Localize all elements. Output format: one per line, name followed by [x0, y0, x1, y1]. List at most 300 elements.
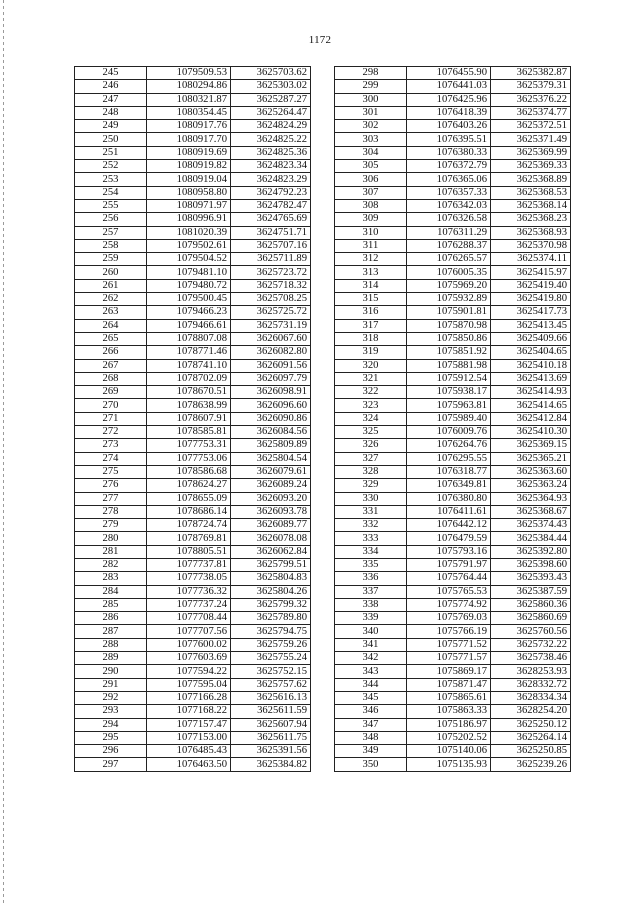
table-row: [335, 199, 571, 212]
point-number-cell: 310: [335, 226, 407, 239]
table-row: [335, 133, 571, 146]
y-coordinate-cell: 3625731.19: [231, 319, 311, 332]
point-number-cell: 307: [335, 186, 407, 199]
y-coordinate-cell: 3625703.62: [231, 67, 311, 80]
x-coordinate-cell: 1075774.92: [407, 598, 491, 611]
y-coordinate-cell: 3626093.20: [231, 492, 311, 505]
y-coordinate-cell: 3625384.44: [491, 532, 571, 545]
point-number-cell: 263: [75, 306, 147, 319]
y-coordinate-cell: 3626062.84: [231, 545, 311, 558]
y-coordinate-cell: 3625372.51: [491, 120, 571, 133]
x-coordinate-cell: 1076342.03: [407, 199, 491, 212]
point-number-cell: 336: [335, 572, 407, 585]
table-row: [335, 332, 571, 345]
y-coordinate-cell: 3625368.23: [491, 213, 571, 226]
y-coordinate-cell: 3626089.77: [231, 519, 311, 532]
point-number-cell: 247: [75, 93, 147, 106]
table-row: [335, 452, 571, 465]
x-coordinate-cell: 1077594.22: [147, 665, 231, 678]
table-row: [75, 758, 311, 771]
x-coordinate-cell: 1080321.87: [147, 93, 231, 106]
point-number-cell: 301: [335, 106, 407, 119]
table-row: [335, 160, 571, 173]
table-row: [335, 678, 571, 691]
y-coordinate-cell: 3625759.26: [231, 638, 311, 651]
table-row: [75, 239, 311, 252]
table-row: [75, 279, 311, 292]
table-row: [335, 306, 571, 319]
table-row: [335, 120, 571, 133]
point-number-cell: 320: [335, 359, 407, 372]
table-row: [75, 705, 311, 718]
point-number-cell: 288: [75, 638, 147, 651]
point-number-cell: 342: [335, 652, 407, 665]
table-row: [75, 572, 311, 585]
x-coordinate-cell: 1080971.97: [147, 199, 231, 212]
point-number-cell: 345: [335, 691, 407, 704]
point-number-cell: 286: [75, 612, 147, 625]
x-coordinate-cell: 1075901.81: [407, 306, 491, 319]
table-row: [75, 426, 311, 439]
point-number-cell: 316: [335, 306, 407, 319]
y-coordinate-cell: 3625413.45: [491, 319, 571, 332]
x-coordinate-cell: 1075850.86: [407, 332, 491, 345]
table-row: [75, 359, 311, 372]
table-row: [75, 731, 311, 744]
table-row: [75, 652, 311, 665]
y-coordinate-cell: 3625374.11: [491, 253, 571, 266]
x-coordinate-cell: 1076485.43: [147, 745, 231, 758]
point-number-cell: 341: [335, 638, 407, 651]
x-coordinate-cell: 1080919.82: [147, 160, 231, 173]
x-coordinate-cell: 1078686.14: [147, 505, 231, 518]
x-coordinate-cell: 1075912.54: [407, 372, 491, 385]
y-coordinate-cell: 3625708.25: [231, 293, 311, 306]
y-coordinate-cell: 3625419.80: [491, 293, 571, 306]
y-coordinate-cell: 3626084.56: [231, 426, 311, 439]
table-row: [335, 319, 571, 332]
x-coordinate-cell: 1078741.10: [147, 359, 231, 372]
y-coordinate-cell: 3625718.32: [231, 279, 311, 292]
x-coordinate-cell: 1075938.17: [407, 386, 491, 399]
x-coordinate-cell: 1078702.09: [147, 372, 231, 385]
point-number-cell: 268: [75, 372, 147, 385]
table-row: [335, 173, 571, 186]
y-coordinate-cell: 3625264.47: [231, 106, 311, 119]
x-coordinate-cell: 1076372.79: [407, 160, 491, 173]
table-row: [335, 731, 571, 744]
x-coordinate-cell: 1075769.03: [407, 612, 491, 625]
y-coordinate-cell: 3625860.69: [491, 612, 571, 625]
point-number-cell: 260: [75, 266, 147, 279]
x-coordinate-cell: 1076009.76: [407, 426, 491, 439]
coordinate-table-right: [334, 66, 571, 772]
point-number-cell: 272: [75, 426, 147, 439]
point-number-cell: 318: [335, 332, 407, 345]
y-coordinate-cell: 3625794.75: [231, 625, 311, 638]
y-coordinate-cell: 3625413.69: [491, 372, 571, 385]
table-row: [75, 160, 311, 173]
y-coordinate-cell: 3625414.65: [491, 399, 571, 412]
x-coordinate-cell: 1076349.81: [407, 479, 491, 492]
x-coordinate-cell: 1080294.86: [147, 80, 231, 93]
x-coordinate-cell: 1075771.52: [407, 638, 491, 651]
x-coordinate-cell: 1078769.81: [147, 532, 231, 545]
x-coordinate-cell: 1078655.09: [147, 492, 231, 505]
y-coordinate-cell: 3625384.82: [231, 758, 311, 771]
point-number-cell: 306: [335, 173, 407, 186]
point-number-cell: 331: [335, 505, 407, 518]
x-coordinate-cell: 1076441.03: [407, 80, 491, 93]
table-row: [75, 93, 311, 106]
point-number-cell: 325: [335, 426, 407, 439]
y-coordinate-cell: 3625757.62: [231, 678, 311, 691]
table-row: [75, 452, 311, 465]
y-coordinate-cell: 3625250.12: [491, 718, 571, 731]
y-coordinate-cell: 3625414.93: [491, 386, 571, 399]
x-coordinate-cell: 1076311.29: [407, 226, 491, 239]
point-number-cell: 291: [75, 678, 147, 691]
x-coordinate-cell: 1075765.53: [407, 585, 491, 598]
y-coordinate-cell: 3625374.43: [491, 519, 571, 532]
point-number-cell: 340: [335, 625, 407, 638]
x-coordinate-cell: 1075881.98: [407, 359, 491, 372]
table-row: [75, 638, 311, 651]
point-number-cell: 305: [335, 160, 407, 173]
y-coordinate-cell: 3626089.24: [231, 479, 311, 492]
coordinate-table-left: [74, 66, 311, 772]
y-coordinate-cell: 3625412.84: [491, 412, 571, 425]
y-coordinate-cell: 3625707.16: [231, 239, 311, 252]
point-number-cell: 348: [335, 731, 407, 744]
x-coordinate-cell: 1076326.58: [407, 213, 491, 226]
x-coordinate-cell: 1076264.76: [407, 439, 491, 452]
y-coordinate-cell: 3625368.89: [491, 173, 571, 186]
point-number-cell: 255: [75, 199, 147, 212]
table-row: [75, 332, 311, 345]
table-row: [75, 465, 311, 478]
point-number-cell: 258: [75, 239, 147, 252]
y-coordinate-cell: 3625711.89: [231, 253, 311, 266]
y-coordinate-cell: 3625755.24: [231, 652, 311, 665]
y-coordinate-cell: 3625368.53: [491, 186, 571, 199]
table-row: [75, 133, 311, 146]
table-row: [75, 745, 311, 758]
point-number-cell: 317: [335, 319, 407, 332]
y-coordinate-cell: 3625374.77: [491, 106, 571, 119]
y-coordinate-cell: 3624825.22: [231, 133, 311, 146]
y-coordinate-cell: 3625376.22: [491, 93, 571, 106]
table-row: [75, 346, 311, 359]
x-coordinate-cell: 1075932.89: [407, 293, 491, 306]
point-number-cell: 285: [75, 598, 147, 611]
point-number-cell: 248: [75, 106, 147, 119]
point-number-cell: 339: [335, 612, 407, 625]
table-row: [335, 439, 571, 452]
x-coordinate-cell: 1077737.81: [147, 558, 231, 571]
x-coordinate-cell: 1080996.91: [147, 213, 231, 226]
table-row: [335, 479, 571, 492]
x-coordinate-cell: 1078585.81: [147, 426, 231, 439]
x-coordinate-cell: 1079500.45: [147, 293, 231, 306]
point-number-cell: 311: [335, 239, 407, 252]
coordinate-table-right-body: [335, 67, 571, 772]
y-coordinate-cell: 3625738.46: [491, 652, 571, 665]
point-number-cell: 283: [75, 572, 147, 585]
y-coordinate-cell: 3625382.87: [491, 67, 571, 80]
x-coordinate-cell: 1077738.05: [147, 572, 231, 585]
point-number-cell: 267: [75, 359, 147, 372]
x-coordinate-cell: 1077603.69: [147, 652, 231, 665]
y-coordinate-cell: 3625370.98: [491, 239, 571, 252]
y-coordinate-cell: 3625287.27: [231, 93, 311, 106]
y-coordinate-cell: 3628334.34: [491, 691, 571, 704]
y-coordinate-cell: 3625371.49: [491, 133, 571, 146]
table-row: [75, 479, 311, 492]
point-number-cell: 350: [335, 758, 407, 771]
x-coordinate-cell: 1077153.00: [147, 731, 231, 744]
x-coordinate-cell: 1078586.68: [147, 465, 231, 478]
y-coordinate-cell: 3625368.93: [491, 226, 571, 239]
y-coordinate-cell: 3625410.18: [491, 359, 571, 372]
point-number-cell: 250: [75, 133, 147, 146]
table-row: [75, 120, 311, 133]
y-coordinate-cell: 3625363.24: [491, 479, 571, 492]
y-coordinate-cell: 3625398.60: [491, 558, 571, 571]
y-coordinate-cell: 3625239.26: [491, 758, 571, 771]
point-number-cell: 264: [75, 319, 147, 332]
coordinate-table-left-body: [75, 67, 311, 772]
y-coordinate-cell: 3628253.93: [491, 665, 571, 678]
point-number-cell: 324: [335, 412, 407, 425]
x-coordinate-cell: 1078638.99: [147, 399, 231, 412]
x-coordinate-cell: 1075793.16: [407, 545, 491, 558]
table-row: [75, 199, 311, 212]
y-coordinate-cell: 3625369.15: [491, 439, 571, 452]
table-row: [335, 213, 571, 226]
table-row: [335, 505, 571, 518]
point-number-cell: 334: [335, 545, 407, 558]
y-coordinate-cell: 3625752.15: [231, 665, 311, 678]
point-number-cell: 275: [75, 465, 147, 478]
point-number-cell: 294: [75, 718, 147, 731]
point-number-cell: 347: [335, 718, 407, 731]
point-number-cell: 335: [335, 558, 407, 571]
point-number-cell: 295: [75, 731, 147, 744]
y-coordinate-cell: 3625409.66: [491, 332, 571, 345]
point-number-cell: 282: [75, 558, 147, 571]
y-coordinate-cell: 3625799.51: [231, 558, 311, 571]
x-coordinate-cell: 1076318.77: [407, 465, 491, 478]
x-coordinate-cell: 1076403.26: [407, 120, 491, 133]
table-row: [75, 612, 311, 625]
y-coordinate-cell: 3625365.21: [491, 452, 571, 465]
x-coordinate-cell: 1077600.02: [147, 638, 231, 651]
point-number-cell: 308: [335, 199, 407, 212]
y-coordinate-cell: 3625611.75: [231, 731, 311, 744]
point-number-cell: 312: [335, 253, 407, 266]
point-number-cell: 302: [335, 120, 407, 133]
point-number-cell: 330: [335, 492, 407, 505]
table-row: [335, 372, 571, 385]
point-number-cell: 262: [75, 293, 147, 306]
point-number-cell: 257: [75, 226, 147, 239]
table-row: [335, 572, 571, 585]
point-number-cell: 321: [335, 372, 407, 385]
point-number-cell: 261: [75, 279, 147, 292]
y-coordinate-cell: 3626098.91: [231, 386, 311, 399]
table-row: [75, 213, 311, 226]
x-coordinate-cell: 1076365.06: [407, 173, 491, 186]
y-coordinate-cell: 3625417.73: [491, 306, 571, 319]
table-row: [335, 346, 571, 359]
x-coordinate-cell: 1077707.56: [147, 625, 231, 638]
point-number-cell: 280: [75, 532, 147, 545]
point-number-cell: 290: [75, 665, 147, 678]
table-row: [75, 266, 311, 279]
table-row: [75, 399, 311, 412]
table-row: [335, 386, 571, 399]
y-coordinate-cell: 3625415.97: [491, 266, 571, 279]
x-coordinate-cell: 1076288.37: [407, 239, 491, 252]
x-coordinate-cell: 1080919.69: [147, 146, 231, 159]
y-coordinate-cell: 3625804.83: [231, 572, 311, 585]
y-coordinate-cell: 3626091.56: [231, 359, 311, 372]
y-coordinate-cell: 3625369.33: [491, 160, 571, 173]
point-number-cell: 327: [335, 452, 407, 465]
point-number-cell: 284: [75, 585, 147, 598]
x-coordinate-cell: 1079504.52: [147, 253, 231, 266]
x-coordinate-cell: 1075851.92: [407, 346, 491, 359]
x-coordinate-cell: 1076479.59: [407, 532, 491, 545]
point-number-cell: 319: [335, 346, 407, 359]
y-coordinate-cell: 3625368.67: [491, 505, 571, 518]
x-coordinate-cell: 1076005.35: [407, 266, 491, 279]
table-row: [335, 279, 571, 292]
point-number-cell: 273: [75, 439, 147, 452]
page-number: 1172: [308, 34, 332, 46]
point-number-cell: 309: [335, 213, 407, 226]
y-coordinate-cell: 3625404.65: [491, 346, 571, 359]
table-row: [335, 293, 571, 306]
x-coordinate-cell: 1075969.20: [407, 279, 491, 292]
x-coordinate-cell: 1079481.10: [147, 266, 231, 279]
y-coordinate-cell: 3625264.14: [491, 731, 571, 744]
y-coordinate-cell: 3625363.60: [491, 465, 571, 478]
table-row: [75, 545, 311, 558]
point-number-cell: 259: [75, 253, 147, 266]
table-row: [75, 718, 311, 731]
point-number-cell: 323: [335, 399, 407, 412]
table-row: [75, 691, 311, 704]
x-coordinate-cell: 1076442.12: [407, 519, 491, 532]
table-row: [75, 226, 311, 239]
x-coordinate-cell: 1077168.22: [147, 705, 231, 718]
x-coordinate-cell: 1075989.40: [407, 412, 491, 425]
table-row: [75, 625, 311, 638]
point-number-cell: 281: [75, 545, 147, 558]
point-number-cell: 270: [75, 399, 147, 412]
table-row: [335, 239, 571, 252]
x-coordinate-cell: 1079502.61: [147, 239, 231, 252]
table-row: [335, 226, 571, 239]
x-coordinate-cell: 1075863.33: [407, 705, 491, 718]
y-coordinate-cell: 3624823.34: [231, 160, 311, 173]
y-coordinate-cell: 3625723.72: [231, 266, 311, 279]
y-coordinate-cell: 3625860.36: [491, 598, 571, 611]
y-coordinate-cell: 3626093.78: [231, 505, 311, 518]
table-row: [335, 532, 571, 545]
table-row: [335, 665, 571, 678]
y-coordinate-cell: 3625419.40: [491, 279, 571, 292]
table-row: [335, 253, 571, 266]
table-row: [75, 439, 311, 452]
x-coordinate-cell: 1075791.97: [407, 558, 491, 571]
table-row: [335, 625, 571, 638]
x-coordinate-cell: 1078670.51: [147, 386, 231, 399]
x-coordinate-cell: 1075766.19: [407, 625, 491, 638]
y-coordinate-cell: 3624825.36: [231, 146, 311, 159]
point-number-cell: 349: [335, 745, 407, 758]
table-row: [335, 652, 571, 665]
x-coordinate-cell: 1076425.96: [407, 93, 491, 106]
point-number-cell: 276: [75, 479, 147, 492]
x-coordinate-cell: 1080958.80: [147, 186, 231, 199]
x-coordinate-cell: 1076380.33: [407, 146, 491, 159]
table-row: [75, 412, 311, 425]
table-row: [335, 558, 571, 571]
y-coordinate-cell: 3625379.31: [491, 80, 571, 93]
y-coordinate-cell: 3624824.29: [231, 120, 311, 133]
x-coordinate-cell: 1077595.04: [147, 678, 231, 691]
y-coordinate-cell: 3626078.08: [231, 532, 311, 545]
y-coordinate-cell: 3625303.02: [231, 80, 311, 93]
y-coordinate-cell: 3625393.43: [491, 572, 571, 585]
point-number-cell: 246: [75, 80, 147, 93]
y-coordinate-cell: 3625611.59: [231, 705, 311, 718]
table-row: [335, 612, 571, 625]
point-number-cell: 298: [335, 67, 407, 80]
table-row: [335, 93, 571, 106]
table-row: [335, 67, 571, 80]
x-coordinate-cell: 1080917.76: [147, 120, 231, 133]
x-coordinate-cell: 1077157.47: [147, 718, 231, 731]
table-row: [335, 545, 571, 558]
table-row: [335, 745, 571, 758]
table-row: [75, 293, 311, 306]
x-coordinate-cell: 1075869.17: [407, 665, 491, 678]
table-row: [335, 691, 571, 704]
table-row: [335, 492, 571, 505]
point-number-cell: 300: [335, 93, 407, 106]
table-row: [75, 173, 311, 186]
table-row: [335, 758, 571, 771]
point-number-cell: 293: [75, 705, 147, 718]
point-number-cell: 326: [335, 439, 407, 452]
point-number-cell: 304: [335, 146, 407, 159]
table-row: [335, 80, 571, 93]
x-coordinate-cell: 1078771.46: [147, 346, 231, 359]
point-number-cell: 296: [75, 745, 147, 758]
y-coordinate-cell: 3625616.13: [231, 691, 311, 704]
y-coordinate-cell: 3625364.93: [491, 492, 571, 505]
point-number-cell: 271: [75, 412, 147, 425]
y-coordinate-cell: 3625387.59: [491, 585, 571, 598]
y-coordinate-cell: 3624782.47: [231, 199, 311, 212]
x-coordinate-cell: 1076411.61: [407, 505, 491, 518]
y-coordinate-cell: 3628254.20: [491, 705, 571, 718]
table-row: [75, 186, 311, 199]
